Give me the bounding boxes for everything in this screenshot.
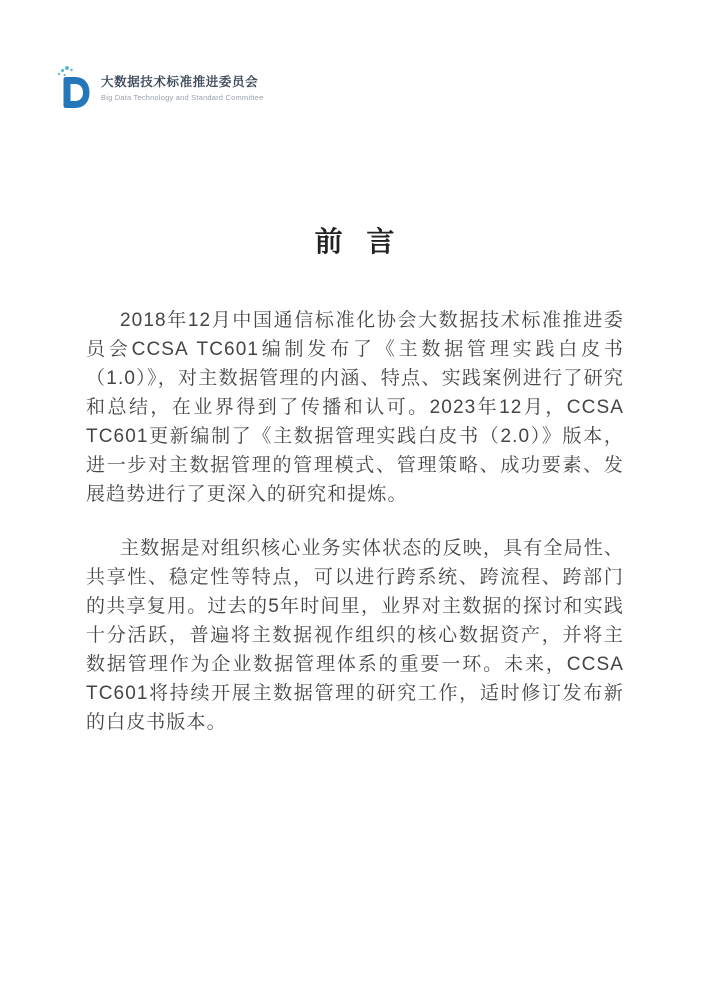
logo-title: 大数据技术标准推进委员会	[101, 75, 259, 89]
document-body	[86, 306, 624, 737]
paragraph: 2018年12月中国通信标准化协会大数据技术标准推进委员会CCSA TC601编制发布了《主数据管理实践白皮书（1.0）》，对主数据管理的内涵、特点、实践案例进行了研究和总结，在业界得到了传播和认可。2023年12月，CCSA TC601更新编制了《主数据管理实践白皮书（2.0）》版本，进一步对主数据管理的管理模式、管理策略、成功要素、发展趋势进行了更深入的研究和提炼。	[86, 310, 624, 505]
page-title: 前 言	[314, 226, 396, 257]
logo-subtitle: Big Data Technology and Standard Committee	[101, 93, 264, 102]
logo-text-block	[101, 72, 264, 102]
paragraph: 主数据是对组织核心业务实体状态的反映，具有全局性、共享性、稳定性等特点，可以进行跨系统、跨流程、跨部门的共享复用。过去的5年时间里，业界对主数据的探讨和实践十分活跃，普遍将主数据视作组织的核心数据资产，并将主数据管理作为企业数据管理体系的重要一环。未来，CCSA TC601将持续开展主数据管理的研究工作，适时修订发布新的白皮书版本。	[86, 538, 624, 733]
committee-logo	[56, 64, 264, 110]
big-data-committee-d-icon	[56, 64, 92, 110]
